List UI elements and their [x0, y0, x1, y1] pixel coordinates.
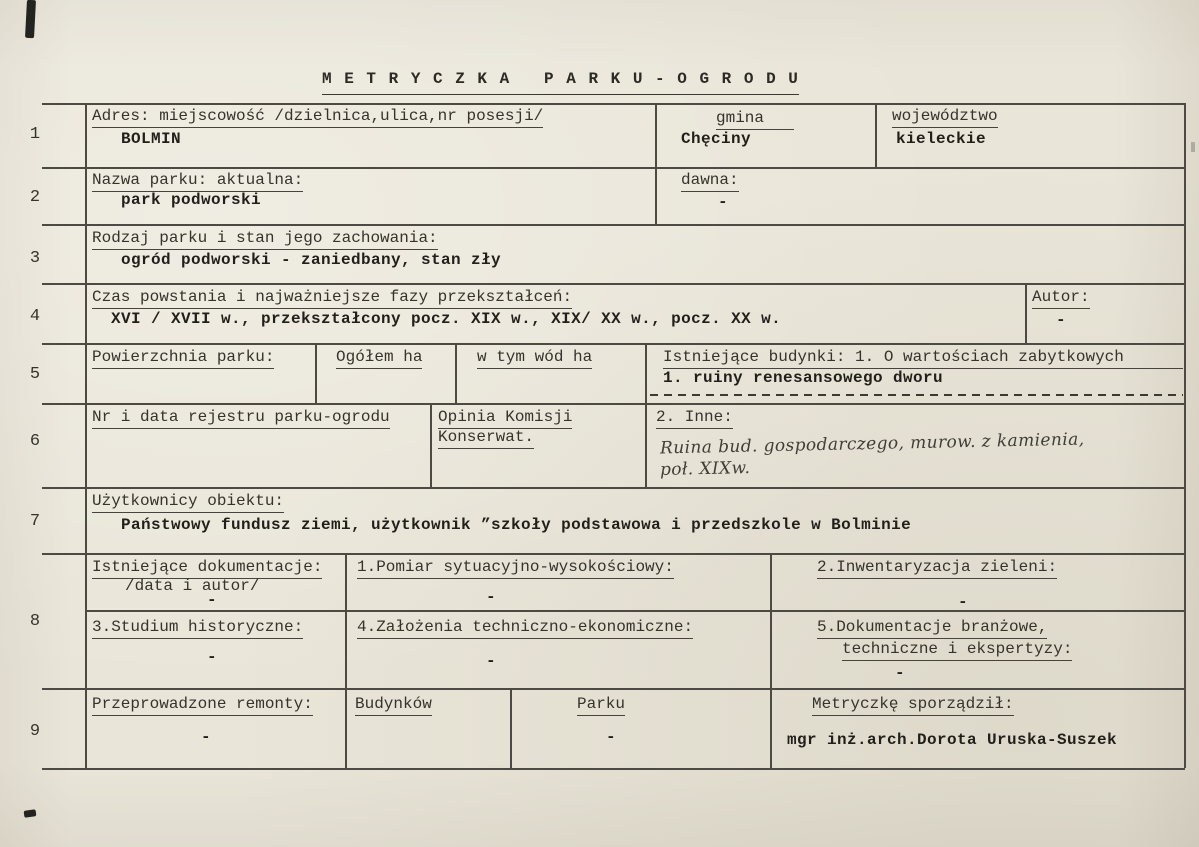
uzytkownicy-label: Użytkownicy obiektu:	[92, 492, 284, 513]
dokumentacje-label-line2: /data i autor/	[125, 577, 260, 595]
inwentaryzacja-value: -	[958, 593, 969, 611]
branzowe-label-line2: techniczne i ekspertyzy:	[842, 640, 1072, 661]
table-border-right	[1184, 103, 1186, 768]
divider-wod	[455, 343, 457, 403]
divider-ogolem	[315, 343, 317, 403]
scan-artifact-right-edge	[1191, 142, 1195, 152]
dokumentacje-label-line1: Istniejące dokumentacje:	[92, 558, 322, 579]
autor-value: -	[1056, 311, 1067, 329]
rodzaj-parku-label: Rodzaj parku i stan jego zachowania:	[92, 229, 438, 250]
nazwa-parku-value: park podworski	[121, 191, 262, 209]
row4-number: 4	[29, 307, 41, 326]
autor-label: Autor:	[1032, 288, 1090, 309]
table-line-row1-bottom	[42, 167, 1185, 169]
adres-label: Adres: miejscowość /dzielnica,ulica,nr posesji/	[92, 107, 543, 128]
gmina-value: Chęciny	[681, 130, 752, 148]
scan-artifact-bottom-left	[24, 809, 37, 818]
powierzchnia-label: Powierzchnia parku:	[92, 348, 274, 369]
istniejace-budynki-value: 1. ruiny renesansowego dworu	[663, 369, 944, 387]
form-title: M E T R Y C Z K A P A R K U - O G R O D U	[322, 70, 799, 95]
table-line-row5-bottom	[42, 403, 1185, 405]
ogolem-ha-label: Ogółem ha	[336, 348, 422, 369]
divider-autor	[1025, 283, 1027, 343]
table-line-row8-inner	[85, 610, 1185, 612]
typed-dash-line	[650, 394, 1183, 396]
table-line-row6-bottom	[42, 487, 1185, 489]
nazwa-parku-label: Nazwa parku: aktualna:	[92, 171, 303, 192]
rodzaj-parku-value: ogród podworski - zaniedbany, stan zły	[121, 251, 502, 269]
czas-powstania-label: Czas powstania i najważniejsze fazy przekształceń:	[92, 288, 572, 309]
gmina-label: gmina	[716, 109, 794, 130]
dawna-label: dawna:	[681, 171, 739, 192]
row9-number: 9	[29, 722, 41, 741]
divider-row9-a	[345, 688, 347, 768]
opinia-komisji-label-line2: Konserwat.	[438, 428, 534, 449]
parku-value: -	[606, 728, 617, 746]
studium-value: -	[207, 648, 218, 666]
branzowe-label-line1: 5.Dokumentacje branżowe,	[817, 618, 1047, 639]
table-border-bottom	[42, 768, 1185, 770]
opinia-komisji-label-line1: Opinia Komisji	[438, 408, 572, 429]
divider-row8-b	[770, 553, 772, 688]
row1-number: 1	[29, 125, 41, 144]
row5-number: 5	[29, 365, 41, 384]
divider-budynki	[645, 343, 647, 487]
czas-powstania-value: XVI / XVII w., przekształcony pocz. XIX w., XIX/ XX w., pocz. XX w.	[111, 310, 782, 328]
divider-opinia	[430, 403, 432, 487]
studium-label: 3.Studium historyczne:	[92, 618, 303, 639]
table-line-row8-bottom	[42, 688, 1185, 690]
metryczka-sporzadzil-value: mgr inż.arch.Dorota Uruska-Suszek	[787, 731, 1118, 749]
wojewodztwo-label: województwo	[892, 107, 998, 128]
parku-label: Parku	[577, 695, 625, 716]
metryczka-sporzadzil-label: Metryczkę sporządził:	[812, 695, 1014, 716]
inne-label: 2. Inne:	[656, 408, 733, 429]
table-line-row3-bottom	[42, 283, 1185, 285]
row6-number: 6	[29, 432, 41, 451]
divider-row9-c	[770, 688, 772, 768]
remonty-value: -	[201, 728, 212, 746]
row2-number: 2	[29, 188, 41, 207]
pomiar-label: 1.Pomiar sytuacyjno-wysokościowy:	[357, 558, 674, 579]
dawna-value: -	[718, 193, 729, 211]
remonty-label: Przeprowadzone remonty:	[92, 695, 313, 716]
wojewodztwo-value: kieleckie	[896, 130, 987, 148]
istniejace-budynki-label: Istniejące budynki: 1. O wartościach zabytkowych	[663, 348, 1183, 369]
pomiar-value: -	[486, 588, 497, 606]
branzowe-value: -	[895, 664, 906, 682]
table-line-row4-bottom	[42, 343, 1185, 345]
uzytkownicy-value: Państwowy fundusz ziemi, użytkownik ”szkoły podstawowa i przedszkole w Bolminie	[121, 516, 912, 534]
adres-value: BOLMIN	[121, 130, 182, 148]
dokumentacje-value: -	[207, 591, 218, 609]
row7-number: 7	[29, 512, 41, 531]
table-line-number-column	[85, 103, 87, 768]
table-line-row2-bottom	[42, 224, 1185, 226]
row8-number: 8	[29, 612, 41, 631]
inne-handwritten-line2: poł. XIXw.	[659, 458, 751, 480]
zalozenia-label: 4.Założenia techniczno-ekonomiczne:	[357, 618, 693, 639]
divider-wojewodztwo	[875, 103, 877, 167]
zalozenia-value: -	[486, 652, 497, 670]
budynkow-label: Budynków	[355, 695, 432, 716]
inwentaryzacja-label: 2.Inwentaryzacja zieleni:	[817, 558, 1057, 579]
rejestr-label: Nr i data rejestru parku-ogrodu	[92, 408, 390, 429]
divider-gmina	[655, 103, 657, 224]
inne-handwritten-line1: Ruina bud. gospodarczego, murow. z kamienia,	[659, 429, 1085, 459]
w-tym-wod-label: w tym wód ha	[477, 348, 592, 369]
table-border-top	[42, 103, 1185, 105]
divider-row8-a	[345, 553, 347, 688]
scan-artifact-top-left	[25, 0, 36, 38]
row3-number: 3	[29, 249, 41, 268]
divider-row9-b	[510, 688, 512, 768]
table-line-row7-bottom	[42, 553, 1185, 555]
